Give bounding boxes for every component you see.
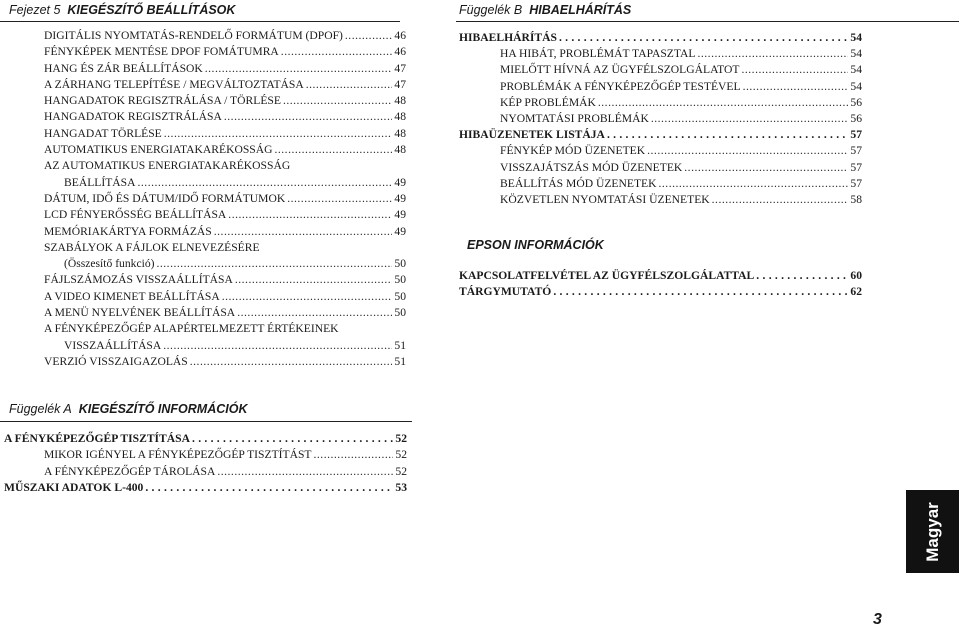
toc-entry[interactable] [4,447,407,463]
toc-entry[interactable] [459,160,862,176]
toc-entry[interactable] [459,192,862,208]
toc-entry-label: HANGADAT TÖRLÉSE [44,126,162,140]
leader-dots [237,305,392,321]
toc-entry-label: A VIDEO KIMENET BEÁLLÍTÁSA [44,289,220,303]
toc-entry-label: HANGADATOK REGISZTRÁLÁSA [44,110,222,124]
toc-page-number: 46 [394,29,406,42]
toc-right [459,30,862,208]
toc-page-number: 54 [850,47,862,61]
leader-dots [287,191,392,207]
leader-dots [553,284,848,300]
leader-dots [756,268,848,284]
toc-epson [459,268,862,301]
appendix-b-header [459,3,631,17]
toc-entry[interactable] [459,111,862,127]
toc-entry-label: BEÁLLÍTÁS MÓD ÜZENETEK [500,176,657,190]
toc-page-number: 56 [850,95,862,109]
toc-entry[interactable] [44,224,406,240]
chapter-title: KIEGÉSZÍTŐ BEÁLLÍTÁSOK [67,3,236,17]
leader-dots [598,95,849,111]
leader-dots [163,338,392,354]
toc-page-number: 53 [395,480,407,494]
toc-entry-label: VISSZAJÁTSZÁS MÓD ÜZENETEK [500,160,683,174]
language-tab [906,490,959,573]
toc-entry-label: DIGITÁLIS NYOMTATÁS-RENDELŐ FORMÁTUM (DPOF) [44,29,343,42]
toc-page-number: 52 [395,448,407,462]
toc-entry-label: FÉNYKÉPEK MENTÉSE DPOF FOMÁTUMRA [44,45,279,59]
toc-entry[interactable] [459,46,862,62]
toc-entry-label: PROBLÉMÁK A FÉNYKÉPEZŐGÉP TESTÉVEL [500,79,741,93]
toc-entry[interactable] [44,272,406,288]
toc-entry-label: A MENÜ NYELVÉNEK BEÁLLÍTÁSA [44,306,236,320]
language-tab-label: Magyar [922,501,942,562]
toc-entry-cont[interactable] [44,256,406,272]
toc-page-number: 60 [850,269,862,282]
leader-dots [345,28,393,44]
leader-dots [145,480,393,496]
toc-entry-label: HANG ÉS ZÁR BEÁLLÍTÁSOK [44,61,203,75]
toc-page-number: 47 [394,77,406,91]
leader-dots [741,62,848,78]
toc-entry-label: NYOMTATÁSI PROBLÉMÁK [500,112,649,126]
toc-entry[interactable] [44,142,406,158]
toc-page-number: 57 [850,176,862,190]
leader-dots [164,126,393,142]
appendix-a-title: KIEGÉSZÍTŐ INFORMÁCIÓK [78,402,248,416]
toc-page-number: 50 [394,257,406,271]
leader-dots [314,447,394,463]
toc-page-number: 62 [850,285,862,299]
header-rule-right [456,21,959,22]
toc-chapter-entry[interactable] [459,268,862,284]
leader-dots [205,61,393,77]
leader-dots [192,431,393,447]
toc-entry-label: MIELŐTT HÍVNÁ AZ ÜGYFÉLSZOLGÁLATOT [500,63,740,77]
leader-dots [743,79,849,95]
toc-page-number: 54 [850,63,862,77]
leader-dots [607,127,848,143]
toc-entry[interactable] [44,240,406,256]
toc-entry-label: HANGADATOK REGISZTRÁLÁSA / TÖRLÉSE [44,94,281,108]
toc-entry-label: HA HIBÁT, PROBLÉMÁT TAPASZTAL [500,47,696,61]
toc-entry-label: DÁTUM, IDŐ ÉS DÁTUM/IDŐ FORMÁTUMOK [44,191,286,205]
toc-entry-label: KAPCSOLATFELVÉTEL AZ ÜGYFÉLSZOLGÁLATTAL [459,269,755,282]
leader-dots [283,93,392,109]
toc-page-number: 49 [394,175,406,189]
toc-entry-label: SZABÁLYOK A FÁJLOK ELNEVEZÉSÉRE [44,240,260,254]
toc-entry[interactable] [459,95,862,111]
toc-entry-label: HIBAELHÁRÍTÁS [459,31,557,44]
leader-dots [651,111,849,127]
toc-entry-label: A ZÁRHANG TELEPÍTÉSE / MEGVÁLTOZTATÁSA [44,77,304,91]
leader-dots [647,143,848,159]
leader-dots [222,289,393,305]
chapter-header [9,3,235,17]
toc-page-number: 52 [395,464,407,478]
toc-entry-label: TÁRGYMUTATÓ [459,285,552,299]
leader-dots [214,224,393,240]
toc-entry-label: A FÉNYKÉPEZŐGÉP TISZTÍTÁSA [4,432,190,445]
appendix-a-prefix: Függelék A [9,402,72,416]
toc-entry[interactable] [44,61,406,77]
appendix-b-prefix: Függelék B [459,3,523,17]
toc-entry-cont[interactable] [44,175,406,191]
toc-page-number: 50 [394,306,406,320]
toc-page-number: 48 [394,94,406,108]
leader-dots [697,46,848,62]
page-number: 3 [873,611,882,628]
toc-entry[interactable] [4,464,407,480]
toc-entry[interactable] [44,289,406,305]
leader-dots [712,192,849,208]
toc-entry-label: FÁJLSZÁMOZÁS VISSZAÁLLÍTÁSA [44,273,233,287]
toc-page-number: 51 [394,338,406,352]
leader-dots [274,142,392,158]
toc-entry[interactable] [44,126,406,142]
toc-entry-label: KÉP PROBLÉMÁK [500,95,596,109]
toc-page-number: 47 [394,61,406,75]
toc-page-number: 50 [394,273,406,287]
toc-entry-label: MŰSZAKI ADATOK L-400 [4,480,144,494]
toc-entry-label: MIKOR IGÉNYEL A FÉNYKÉPEZŐGÉP TISZTÍTÁST [44,448,312,462]
toc-page-number: 49 [394,191,406,205]
toc-entry-label: AZ AUTOMATIKUS ENERGIATAKARÉKOSSÁG [44,159,291,173]
toc-page-number: 56 [850,112,862,126]
toc-entry-label: MEMÓRIAKÁRTYA FORMÁZÁS [44,224,212,238]
epson-section-title: EPSON INFORMÁCIÓK [467,238,604,252]
toc-page-number: 50 [394,289,406,303]
toc-entry[interactable] [44,191,406,207]
toc-entry[interactable] [44,158,406,174]
appendix-a-header [9,402,247,416]
toc-entry-label: VISSZAÁLLÍTÁSA [64,338,162,352]
toc-entry-label: KÖZVETLEN NYOMTATÁSI ÜZENETEK [500,193,710,207]
toc-entry[interactable] [44,77,406,93]
leader-dots [559,30,848,46]
toc-entry-label: FÉNYKÉP MÓD ÜZENETEK [500,144,646,158]
toc-entry[interactable] [44,305,406,321]
toc-page-number: 48 [394,110,406,124]
toc-page-number: 57 [850,128,862,142]
header-rule-left [0,21,400,22]
toc-chapter-entry[interactable] [459,30,862,46]
toc-entry-label: A FÉNYKÉPEZŐGÉP TÁROLÁSA [44,464,216,478]
leader-dots [659,176,849,192]
toc-page-number: 58 [850,193,862,207]
leader-dots [235,272,393,288]
leader-dots [228,207,392,223]
toc-entry[interactable] [44,28,406,44]
toc-entry-label: (Összesítő funkció) [64,257,155,271]
leader-dots [156,256,392,272]
toc-entry[interactable] [44,109,406,125]
toc-entry-label: HIBAÜZENETEK LISTÁJA [459,128,605,142]
toc-entry-label: BEÁLLÍTÁSA [64,175,136,189]
leader-dots [306,77,393,93]
leader-dots [224,109,393,125]
toc-entry[interactable] [44,93,406,109]
toc-entry[interactable] [44,207,406,223]
toc-page-number: 46 [394,45,406,59]
toc-chapter-entry[interactable] [459,127,862,143]
toc-page-number: 49 [394,224,406,238]
leader-dots [684,160,848,176]
toc-page-number: 51 [394,354,406,368]
toc-page-number: 48 [394,143,406,157]
toc-entry-cont[interactable] [44,338,406,354]
leader-dots [281,44,393,60]
toc-left [44,28,406,370]
toc-chapter-entry[interactable] [459,284,862,300]
chapter-prefix: Fejezet 5 [9,3,61,17]
toc-entry[interactable] [44,354,406,370]
toc-entry-label: LCD FÉNYERŐSSÉG BEÁLLÍTÁSA [44,208,227,222]
toc-entry-label: A FÉNYKÉPEZŐGÉP ALAPÉRTELMEZETT ÉRTÉKEINEK [44,322,339,336]
toc-page-number: 57 [850,160,862,174]
toc-page-number: 54 [850,79,862,93]
toc-page-number: 52 [395,432,407,445]
toc-entry-label: VERZIÓ VISSZAIGAZOLÁS [44,354,188,368]
toc-appendix-a [4,431,407,496]
toc-page-number: 49 [394,208,406,222]
toc-page-number: 57 [850,144,862,158]
leader-dots [190,354,393,370]
leader-dots [217,464,393,480]
appendix-b-title: HIBAELHÁRÍTÁS [529,3,632,17]
toc-entry[interactable] [459,176,862,192]
toc-page-number: 54 [850,31,862,44]
toc-entry[interactable] [44,44,406,60]
toc-entry[interactable] [459,62,862,78]
leader-dots [138,175,393,191]
toc-entry[interactable] [44,321,406,337]
appendix-a-rule [0,421,412,422]
toc-entry-label: AUTOMATIKUS ENERGIATAKARÉKOSSÁG [44,143,273,157]
toc-entry[interactable] [459,79,862,95]
toc-chapter-entry[interactable] [4,480,407,496]
toc-chapter-entry[interactable] [4,431,407,447]
toc-entry[interactable] [459,143,862,159]
toc-page-number: 48 [394,126,406,140]
